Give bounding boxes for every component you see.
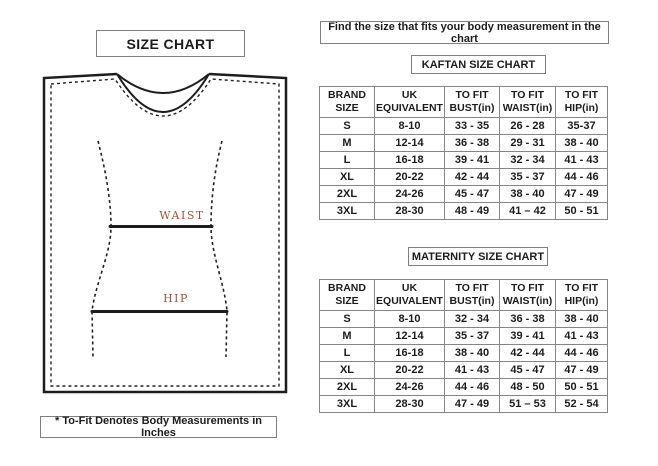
size-cell: 12-14 bbox=[375, 328, 445, 345]
size-cell: 3XL bbox=[320, 203, 375, 220]
size-cell: 38 - 40 bbox=[556, 135, 608, 152]
size-cell: 41 - 43 bbox=[556, 328, 608, 345]
size-cell: 44 - 46 bbox=[556, 169, 608, 186]
table-row bbox=[320, 135, 608, 152]
size-cell: S bbox=[320, 118, 375, 135]
size-cell: 38 - 40 bbox=[445, 345, 500, 362]
garment-inner-dashed-border bbox=[51, 79, 279, 386]
maternity-header-row bbox=[320, 280, 608, 311]
size-cell: 41 - 43 bbox=[556, 152, 608, 169]
body-silhouette-right bbox=[211, 141, 227, 357]
size-cell: XL bbox=[320, 362, 375, 379]
size-cell: 36 - 38 bbox=[500, 311, 556, 328]
size-cell: 2XL bbox=[320, 186, 375, 203]
size-cell: 51 – 53 bbox=[500, 396, 556, 413]
kaftan-garment-diagram bbox=[40, 68, 290, 398]
size-cell: L bbox=[320, 345, 375, 362]
size-cell: 45 - 47 bbox=[445, 186, 500, 203]
column-header: TO FIT HIP(in) bbox=[556, 280, 608, 311]
size-cell: 38 - 40 bbox=[556, 311, 608, 328]
table-row bbox=[320, 169, 608, 186]
table-row bbox=[320, 118, 608, 135]
size-cell: S bbox=[320, 311, 375, 328]
size-cell: 35 - 37 bbox=[500, 169, 556, 186]
neckline-outer-curve bbox=[117, 74, 209, 93]
table-row bbox=[320, 186, 608, 203]
size-cell: 26 - 28 bbox=[500, 118, 556, 135]
size-cell: 29 - 31 bbox=[500, 135, 556, 152]
size-cell: 3XL bbox=[320, 396, 375, 413]
column-header: TO FIT BUST(in) bbox=[445, 280, 500, 311]
column-header: UK EQUIVALENT bbox=[375, 87, 445, 118]
size-cell: L bbox=[320, 152, 375, 169]
maternity-size-table bbox=[319, 279, 608, 413]
size-cell: 2XL bbox=[320, 379, 375, 396]
column-header: BRAND SIZE bbox=[320, 280, 375, 311]
page-title: SIZE CHART bbox=[96, 30, 245, 57]
size-cell: 42 - 44 bbox=[445, 169, 500, 186]
size-cell: 8-10 bbox=[375, 311, 445, 328]
table-row bbox=[320, 203, 608, 220]
size-cell: 39 - 41 bbox=[445, 152, 500, 169]
size-cell: 38 - 40 bbox=[500, 186, 556, 203]
table-row bbox=[320, 152, 608, 169]
size-cell: 47 - 49 bbox=[556, 362, 608, 379]
footnote: * To-Fit Denotes Body Measurements in Inches bbox=[40, 416, 277, 438]
column-header: TO FIT HIP(in) bbox=[556, 87, 608, 118]
size-cell: 12-14 bbox=[375, 135, 445, 152]
size-cell: 20-22 bbox=[375, 169, 445, 186]
size-cell: 36 - 38 bbox=[445, 135, 500, 152]
size-cell: 33 - 35 bbox=[445, 118, 500, 135]
table-row bbox=[320, 311, 608, 328]
size-cell: 8-10 bbox=[375, 118, 445, 135]
column-header: UK EQUIVALENT bbox=[375, 280, 445, 311]
column-header: BRAND SIZE bbox=[320, 87, 375, 118]
size-cell: 16-18 bbox=[375, 345, 445, 362]
size-cell: 41 – 42 bbox=[500, 203, 556, 220]
size-cell: 47 - 49 bbox=[556, 186, 608, 203]
column-header: TO FIT WAIST(in) bbox=[500, 87, 556, 118]
size-cell: 42 - 44 bbox=[500, 345, 556, 362]
size-cell: 48 - 50 bbox=[500, 379, 556, 396]
table-row bbox=[320, 345, 608, 362]
size-cell: 47 - 49 bbox=[445, 396, 500, 413]
table-row bbox=[320, 379, 608, 396]
size-cell: M bbox=[320, 328, 375, 345]
size-cell: 35-37 bbox=[556, 118, 608, 135]
size-cell: 45 - 47 bbox=[500, 362, 556, 379]
column-header: TO FIT WAIST(in) bbox=[500, 280, 556, 311]
size-cell: 20-22 bbox=[375, 362, 445, 379]
size-cell: 24-26 bbox=[375, 379, 445, 396]
column-header: TO FIT BUST(in) bbox=[445, 87, 500, 118]
size-cell: 28-30 bbox=[375, 203, 445, 220]
size-cell: 24-26 bbox=[375, 186, 445, 203]
instruction-banner: Find the size that fits your body measurement in the chart bbox=[320, 21, 609, 44]
size-cell: XL bbox=[320, 169, 375, 186]
size-cell: 28-30 bbox=[375, 396, 445, 413]
size-cell: 41 - 43 bbox=[445, 362, 500, 379]
size-cell: 32 - 34 bbox=[500, 152, 556, 169]
size-cell: 35 - 37 bbox=[445, 328, 500, 345]
size-cell: M bbox=[320, 135, 375, 152]
table-row bbox=[320, 396, 608, 413]
table-row bbox=[320, 328, 608, 345]
size-cell: 32 - 34 bbox=[445, 311, 500, 328]
size-cell: 16-18 bbox=[375, 152, 445, 169]
size-cell: 50 - 51 bbox=[556, 203, 608, 220]
waist-label: WAIST bbox=[159, 209, 205, 222]
size-cell: 48 - 49 bbox=[445, 203, 500, 220]
kaftan-table-title: KAFTAN SIZE CHART bbox=[411, 55, 546, 74]
hip-label: HIP bbox=[163, 292, 189, 305]
maternity-table-title: MATERNITY SIZE CHART bbox=[408, 247, 548, 266]
size-cell: 39 - 41 bbox=[500, 328, 556, 345]
table-row bbox=[320, 362, 608, 379]
size-cell: 44 - 46 bbox=[445, 379, 500, 396]
body-silhouette-left bbox=[92, 141, 111, 357]
kaftan-size-table bbox=[319, 86, 608, 220]
size-cell: 52 - 54 bbox=[556, 396, 608, 413]
garment-outline bbox=[44, 74, 286, 392]
size-cell: 50 - 51 bbox=[556, 379, 608, 396]
size-cell: 44 - 46 bbox=[556, 345, 608, 362]
kaftan-header-row bbox=[320, 87, 608, 118]
